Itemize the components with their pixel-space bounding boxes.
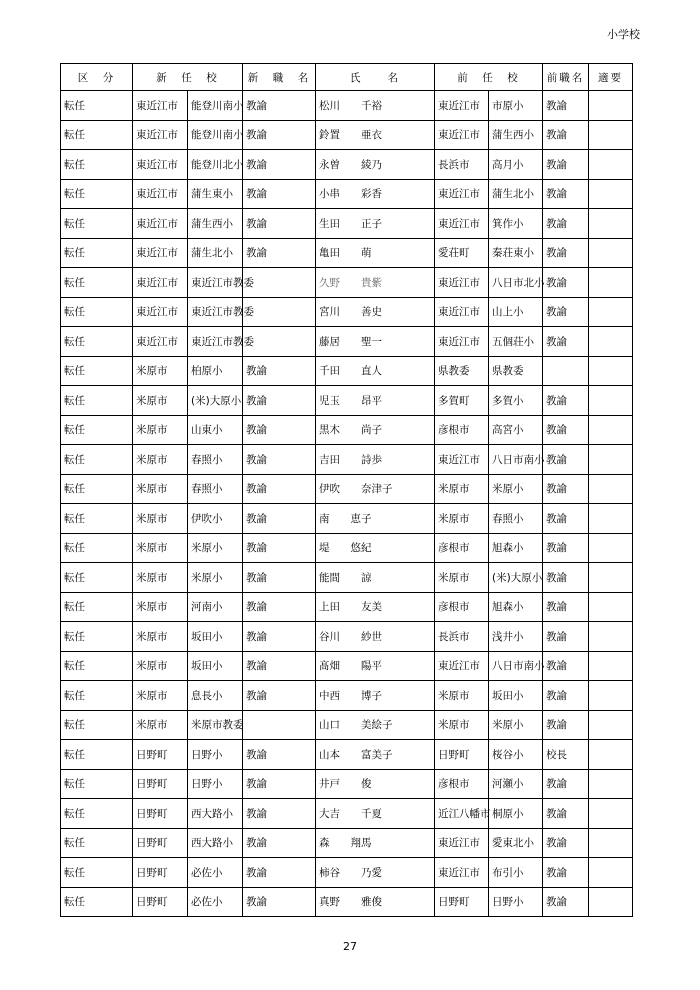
- new-city-cell: 米原市: [133, 504, 188, 534]
- kubun-cell: 転任: [61, 710, 133, 740]
- kubun-cell: 転任: [61, 592, 133, 622]
- prev-city-cell: 米原市: [435, 474, 489, 504]
- new-city-cell: 米原市: [133, 710, 188, 740]
- prev-school-cell: 多賀小: [489, 386, 543, 416]
- prev-school-cell: 河瀬小: [489, 769, 543, 799]
- new-school-cell: 東近江市教委: [188, 268, 243, 298]
- new-city-cell: 米原市: [133, 474, 188, 504]
- new-school-cell: 蒲生西小: [188, 209, 243, 239]
- remarks-cell: [589, 710, 633, 740]
- kubun-cell: 転任: [61, 769, 133, 799]
- table-row: [61, 828, 633, 858]
- new-city-cell: 日野町: [133, 858, 188, 888]
- prev-school-cell: 米原小: [489, 710, 543, 740]
- prev-city-cell: 米原市: [435, 710, 489, 740]
- table-row: [61, 209, 633, 239]
- new-title-cell: 教諭: [243, 622, 316, 652]
- prev-school-cell: 蒲生西小: [489, 120, 543, 150]
- table-row: [61, 120, 633, 150]
- new-city-cell: 東近江市: [133, 238, 188, 268]
- prev-city-cell: 彦根市: [435, 533, 489, 563]
- new-title-cell: 教諭: [243, 828, 316, 858]
- prev-school-cell: 愛東北小: [489, 828, 543, 858]
- kubun-cell: 転任: [61, 209, 133, 239]
- header-new-school: 新 任 校: [133, 64, 243, 91]
- prev-school-cell: 八日市南小: [489, 651, 543, 681]
- new-title-cell: 教諭: [243, 415, 316, 445]
- new-school-cell: 坂田小: [188, 651, 243, 681]
- new-title-cell: 教諭: [243, 533, 316, 563]
- remarks-cell: [589, 769, 633, 799]
- prev-city-cell: 東近江市: [435, 91, 489, 121]
- new-city-cell: 東近江市: [133, 327, 188, 357]
- header-previous-title: 前職名: [543, 64, 589, 91]
- prev-school-cell: 旭森小: [489, 533, 543, 563]
- prev-city-cell: 東近江市: [435, 120, 489, 150]
- name-cell: 宮川 善史: [316, 297, 435, 327]
- new-city-cell: 日野町: [133, 887, 188, 917]
- name-cell: 能間 諒: [316, 563, 435, 593]
- table-row: [61, 268, 633, 298]
- prev-city-cell: 長浜市: [435, 622, 489, 652]
- new-city-cell: 東近江市: [133, 91, 188, 121]
- prev-school-cell: 桐原小: [489, 799, 543, 829]
- name-cell: 森 翔馬: [316, 828, 435, 858]
- prev-title-cell: 教諭: [543, 268, 589, 298]
- prev-school-cell: 県教委: [489, 356, 543, 386]
- kubun-cell: 転任: [61, 622, 133, 652]
- new-school-cell: 蒲生東小: [188, 179, 243, 209]
- new-city-cell: 東近江市: [133, 120, 188, 150]
- new-school-cell: 息長小: [188, 681, 243, 711]
- name-cell: 生田 正子: [316, 209, 435, 239]
- new-school-cell: 東近江市教委: [188, 297, 243, 327]
- new-school-cell: 柏原小: [188, 356, 243, 386]
- new-school-cell: 必佐小: [188, 887, 243, 917]
- kubun-cell: 転任: [61, 445, 133, 475]
- prev-title-cell: 教諭: [543, 297, 589, 327]
- prev-city-cell: 彦根市: [435, 769, 489, 799]
- prev-school-cell: 日野小: [489, 887, 543, 917]
- prev-title-cell: 教諭: [543, 445, 589, 475]
- prev-city-cell: 近江八幡市: [435, 799, 489, 829]
- prev-school-cell: 高月小: [489, 150, 543, 180]
- prev-city-cell: 東近江市: [435, 858, 489, 888]
- header-previous-school: 前 任 校: [435, 64, 543, 91]
- table-row: [61, 887, 633, 917]
- table-row: [61, 415, 633, 445]
- new-city-cell: 東近江市: [133, 209, 188, 239]
- prev-school-cell: 市原小: [489, 91, 543, 121]
- remarks-cell: [589, 91, 633, 121]
- new-title-cell: 教諭: [243, 356, 316, 386]
- new-title-cell: [243, 710, 316, 740]
- prev-city-cell: 米原市: [435, 504, 489, 534]
- name-cell: 堤 悠紀: [316, 533, 435, 563]
- new-school-cell: 能登川南小: [188, 120, 243, 150]
- name-cell: 永曽 綾乃: [316, 150, 435, 180]
- remarks-cell: [589, 150, 633, 180]
- name-cell: 谷川 紗世: [316, 622, 435, 652]
- new-city-cell: 米原市: [133, 563, 188, 593]
- header-kubun: 区 分: [61, 64, 133, 91]
- table-row: [61, 179, 633, 209]
- prev-city-cell: 長浜市: [435, 150, 489, 180]
- prev-city-cell: 日野町: [435, 887, 489, 917]
- prev-title-cell: 教諭: [543, 327, 589, 357]
- new-city-cell: 東近江市: [133, 179, 188, 209]
- kubun-cell: 転任: [61, 120, 133, 150]
- kubun-cell: 転任: [61, 828, 133, 858]
- new-school-cell: 米原小: [188, 533, 243, 563]
- new-city-cell: 日野町: [133, 799, 188, 829]
- new-city-cell: 米原市: [133, 622, 188, 652]
- new-city-cell: 東近江市: [133, 268, 188, 298]
- new-title-cell: 教諭: [243, 769, 316, 799]
- table-row: [61, 563, 633, 593]
- new-school-cell: 西大路小: [188, 828, 243, 858]
- header-new-title: 新 職 名: [243, 64, 316, 91]
- new-school-cell: 日野小: [188, 740, 243, 770]
- prev-title-cell: 教諭: [543, 533, 589, 563]
- remarks-cell: [589, 563, 633, 593]
- name-cell: 黒木 尚子: [316, 415, 435, 445]
- header-name: 氏 名: [316, 64, 435, 91]
- new-title-cell: 教諭: [243, 651, 316, 681]
- table-row: [61, 356, 633, 386]
- new-school-cell: 日野小: [188, 769, 243, 799]
- new-title-cell: 教諭: [243, 858, 316, 888]
- new-title-cell: 教諭: [243, 238, 316, 268]
- table-row: [61, 445, 633, 475]
- new-school-cell: 河南小: [188, 592, 243, 622]
- prev-title-cell: 教諭: [543, 563, 589, 593]
- name-cell: 山本 富美子: [316, 740, 435, 770]
- prev-title-cell: 教諭: [543, 150, 589, 180]
- category-label: 小学校: [607, 28, 640, 41]
- new-school-cell: 米原小: [188, 563, 243, 593]
- new-title-cell: 教諭: [243, 386, 316, 416]
- table-row: [61, 238, 633, 268]
- prev-title-cell: 教諭: [543, 415, 589, 445]
- table-row: [61, 858, 633, 888]
- kubun-cell: 転任: [61, 740, 133, 770]
- new-city-cell: 米原市: [133, 415, 188, 445]
- prev-school-cell: 五個荘小: [489, 327, 543, 357]
- new-title-cell: 教諭: [243, 799, 316, 829]
- prev-school-cell: 八日市北小: [489, 268, 543, 298]
- new-school-cell: 西大路小: [188, 799, 243, 829]
- new-title-cell: 教諭: [243, 504, 316, 534]
- kubun-cell: 転任: [61, 651, 133, 681]
- table-row: [61, 533, 633, 563]
- new-city-cell: 日野町: [133, 769, 188, 799]
- table-header-row: [61, 64, 633, 91]
- prev-school-cell: 山上小: [489, 297, 543, 327]
- table-row: [61, 474, 633, 504]
- remarks-cell: [589, 474, 633, 504]
- prev-title-cell: 教諭: [543, 179, 589, 209]
- remarks-cell: [589, 327, 633, 357]
- name-cell: 柿谷 乃愛: [316, 858, 435, 888]
- prev-city-cell: 東近江市: [435, 209, 489, 239]
- new-city-cell: 日野町: [133, 828, 188, 858]
- kubun-cell: 転任: [61, 268, 133, 298]
- prev-title-cell: 教諭: [543, 91, 589, 121]
- remarks-cell: [589, 681, 633, 711]
- name-cell: 久野 貴紫: [316, 268, 435, 298]
- kubun-cell: 転任: [61, 179, 133, 209]
- new-school-cell: 米原市教委: [188, 710, 243, 740]
- name-cell: 亀田 萌: [316, 238, 435, 268]
- new-school-cell: 能登川南小: [188, 91, 243, 121]
- new-school-cell: 蒲生北小: [188, 238, 243, 268]
- new-city-cell: 米原市: [133, 386, 188, 416]
- prev-school-cell: 春照小: [489, 504, 543, 534]
- prev-title-cell: 校長: [543, 740, 589, 770]
- new-school-cell: 東近江市教委: [188, 327, 243, 357]
- prev-city-cell: 米原市: [435, 681, 489, 711]
- new-title-cell: 教諭: [243, 209, 316, 239]
- new-school-cell: 山東小: [188, 415, 243, 445]
- new-city-cell: 東近江市: [133, 150, 188, 180]
- prev-city-cell: 多賀町: [435, 386, 489, 416]
- prev-title-cell: 教諭: [543, 651, 589, 681]
- prev-school-cell: 布引小: [489, 858, 543, 888]
- kubun-cell: 転任: [61, 858, 133, 888]
- header-remarks: 適要: [589, 64, 633, 91]
- table-row: [61, 327, 633, 357]
- kubun-cell: 転任: [61, 415, 133, 445]
- prev-school-cell: 八日市南小: [489, 445, 543, 475]
- new-title-cell: 教諭: [243, 592, 316, 622]
- table-row: [61, 150, 633, 180]
- table-row: [61, 710, 633, 740]
- prev-school-cell: 坂田小: [489, 681, 543, 711]
- name-cell: 鈴置 亜衣: [316, 120, 435, 150]
- remarks-cell: [589, 887, 633, 917]
- remarks-cell: [589, 651, 633, 681]
- new-title-cell: 教諭: [243, 563, 316, 593]
- new-city-cell: 東近江市: [133, 297, 188, 327]
- prev-title-cell: [543, 356, 589, 386]
- name-cell: 山口 美絵子: [316, 710, 435, 740]
- name-cell: 大吉 千夏: [316, 799, 435, 829]
- remarks-cell: [589, 386, 633, 416]
- prev-city-cell: 彦根市: [435, 415, 489, 445]
- kubun-cell: 転任: [61, 504, 133, 534]
- new-city-cell: 米原市: [133, 445, 188, 475]
- prev-city-cell: 東近江市: [435, 297, 489, 327]
- prev-title-cell: 教諭: [543, 592, 589, 622]
- prev-title-cell: 教諭: [543, 828, 589, 858]
- prev-title-cell: 教諭: [543, 887, 589, 917]
- prev-city-cell: 彦根市: [435, 592, 489, 622]
- new-title-cell: 教諭: [243, 150, 316, 180]
- name-cell: 南 恵子: [316, 504, 435, 534]
- name-cell: 松川 千裕: [316, 91, 435, 121]
- kubun-cell: 転任: [61, 356, 133, 386]
- prev-city-cell: 東近江市: [435, 268, 489, 298]
- kubun-cell: 転任: [61, 238, 133, 268]
- new-title-cell: 教諭: [243, 120, 316, 150]
- prev-city-cell: 東近江市: [435, 651, 489, 681]
- kubun-cell: 転任: [61, 150, 133, 180]
- page-number: 27: [343, 940, 357, 953]
- remarks-cell: [589, 238, 633, 268]
- remarks-cell: [589, 209, 633, 239]
- kubun-cell: 転任: [61, 799, 133, 829]
- remarks-cell: [589, 799, 633, 829]
- table-row: [61, 740, 633, 770]
- prev-title-cell: 教諭: [543, 681, 589, 711]
- kubun-cell: 転任: [61, 887, 133, 917]
- prev-city-cell: 東近江市: [435, 327, 489, 357]
- new-school-cell: (米)大原小: [188, 386, 243, 416]
- remarks-cell: [589, 740, 633, 770]
- new-title-cell: 教諭: [243, 740, 316, 770]
- remarks-cell: [589, 120, 633, 150]
- name-cell: 真野 雅俊: [316, 887, 435, 917]
- kubun-cell: 転任: [61, 297, 133, 327]
- table-row: [61, 681, 633, 711]
- new-school-cell: 能登川北小: [188, 150, 243, 180]
- kubun-cell: 転任: [61, 533, 133, 563]
- remarks-cell: [589, 504, 633, 534]
- kubun-cell: 転任: [61, 681, 133, 711]
- remarks-cell: [589, 592, 633, 622]
- prev-city-cell: 米原市: [435, 563, 489, 593]
- prev-school-cell: 米原小: [489, 474, 543, 504]
- kubun-cell: 転任: [61, 386, 133, 416]
- name-cell: 上田 友美: [316, 592, 435, 622]
- table-row: [61, 592, 633, 622]
- table-row: [61, 622, 633, 652]
- remarks-cell: [589, 268, 633, 298]
- prev-school-cell: 秦荘東小: [489, 238, 543, 268]
- new-title-cell: 教諭: [243, 91, 316, 121]
- prev-title-cell: 教諭: [543, 799, 589, 829]
- new-title-cell: 教諭: [243, 474, 316, 504]
- remarks-cell: [589, 828, 633, 858]
- prev-city-cell: 愛荘町: [435, 238, 489, 268]
- remarks-cell: [589, 415, 633, 445]
- remarks-cell: [589, 533, 633, 563]
- kubun-cell: 転任: [61, 474, 133, 504]
- prev-title-cell: 教諭: [543, 474, 589, 504]
- prev-school-cell: 桜谷小: [489, 740, 543, 770]
- new-school-cell: 春照小: [188, 474, 243, 504]
- new-city-cell: 日野町: [133, 740, 188, 770]
- table-row: [61, 651, 633, 681]
- table-row: [61, 799, 633, 829]
- new-school-cell: 春照小: [188, 445, 243, 475]
- prev-city-cell: 県教委: [435, 356, 489, 386]
- new-city-cell: 米原市: [133, 592, 188, 622]
- prev-city-cell: 日野町: [435, 740, 489, 770]
- prev-school-cell: (米)大原小: [489, 563, 543, 593]
- name-cell: 児玉 昂平: [316, 386, 435, 416]
- table-row: [61, 297, 633, 327]
- remarks-cell: [589, 297, 633, 327]
- remarks-cell: [589, 356, 633, 386]
- prev-title-cell: 教諭: [543, 769, 589, 799]
- prev-title-cell: 教諭: [543, 622, 589, 652]
- new-city-cell: 米原市: [133, 651, 188, 681]
- new-school-cell: 坂田小: [188, 622, 243, 652]
- name-cell: 中西 博子: [316, 681, 435, 711]
- remarks-cell: [589, 445, 633, 475]
- prev-school-cell: 箕作小: [489, 209, 543, 239]
- name-cell: 小串 彩香: [316, 179, 435, 209]
- new-city-cell: 米原市: [133, 356, 188, 386]
- kubun-cell: 転任: [61, 327, 133, 357]
- name-cell: 井戸 俊: [316, 769, 435, 799]
- table-row: [61, 769, 633, 799]
- new-city-cell: 米原市: [133, 681, 188, 711]
- new-school-cell: 必佐小: [188, 858, 243, 888]
- name-cell: 伊吹 奈津子: [316, 474, 435, 504]
- prev-title-cell: 教諭: [543, 386, 589, 416]
- name-cell: 藤居 聖一: [316, 327, 435, 357]
- table-row: [61, 386, 633, 416]
- new-title-cell: 教諭: [243, 887, 316, 917]
- remarks-cell: [589, 858, 633, 888]
- table-row: [61, 504, 633, 534]
- new-title-cell: 教諭: [243, 445, 316, 475]
- personnel-table: [60, 63, 633, 917]
- prev-school-cell: 旭森小: [489, 592, 543, 622]
- new-school-cell: 伊吹小: [188, 504, 243, 534]
- name-cell: 千田 直人: [316, 356, 435, 386]
- kubun-cell: 転任: [61, 563, 133, 593]
- prev-title-cell: 教諭: [543, 710, 589, 740]
- prev-city-cell: 東近江市: [435, 445, 489, 475]
- prev-city-cell: 東近江市: [435, 828, 489, 858]
- new-city-cell: 米原市: [133, 533, 188, 563]
- prev-school-cell: 高宮小: [489, 415, 543, 445]
- new-title-cell: 教諭: [243, 681, 316, 711]
- remarks-cell: [589, 622, 633, 652]
- prev-title-cell: 教諭: [543, 120, 589, 150]
- name-cell: 吉田 詩歩: [316, 445, 435, 475]
- kubun-cell: 転任: [61, 91, 133, 121]
- prev-school-cell: 浅井小: [489, 622, 543, 652]
- prev-title-cell: 教諭: [543, 504, 589, 534]
- prev-title-cell: 教諭: [543, 858, 589, 888]
- remarks-cell: [589, 179, 633, 209]
- prev-school-cell: 蒲生北小: [489, 179, 543, 209]
- prev-city-cell: 東近江市: [435, 179, 489, 209]
- prev-title-cell: 教諭: [543, 238, 589, 268]
- table-row: [61, 91, 633, 121]
- prev-title-cell: 教諭: [543, 209, 589, 239]
- name-cell: 髙畑 陽平: [316, 651, 435, 681]
- new-title-cell: 教諭: [243, 179, 316, 209]
